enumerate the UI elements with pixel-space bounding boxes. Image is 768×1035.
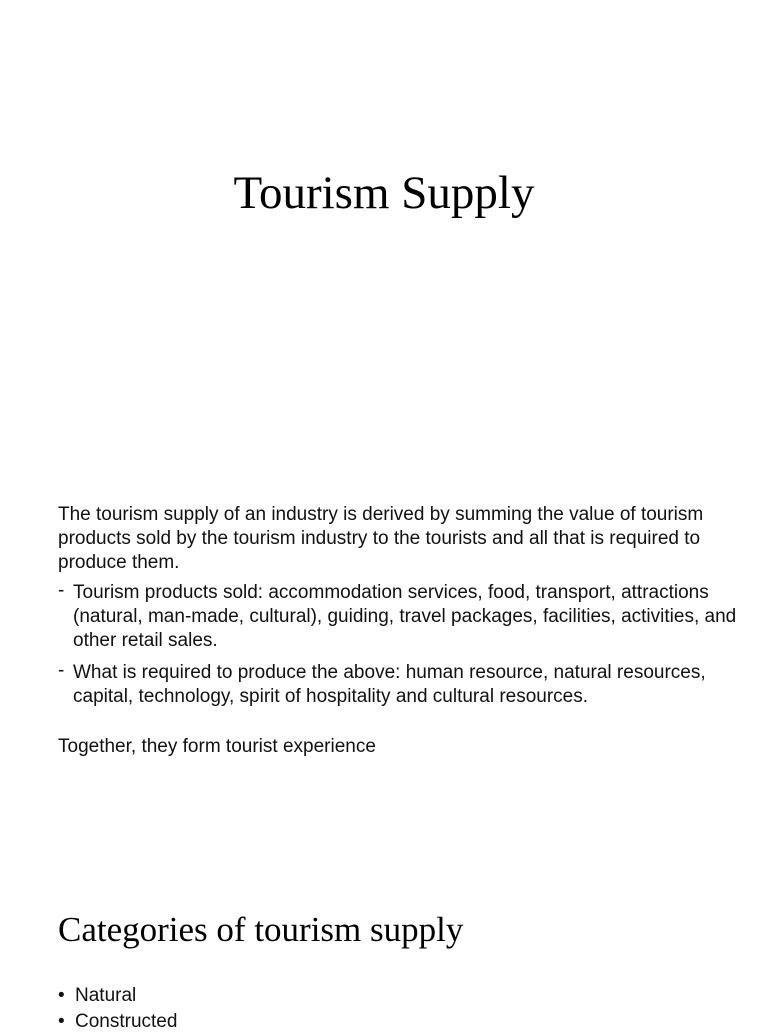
list-item-text: Natural [75,985,137,1006]
dash-marker: - [58,580,65,601]
bullet-marker: • [58,985,65,1006]
list-item [58,983,177,1009]
list-item [58,1009,177,1035]
bullet-marker: • [58,1011,65,1032]
intro-paragraph: The tourism supply of an industry is derived by summing the value of tourism products sold by the tourism industry to the tourists and all that is required to produce them. [58,504,704,573]
bullet-list [58,983,177,1035]
list-item-text: What is required to produce the above: human resource, natural resources, capital, technology, spirit of hospitality and cultural resources. [73,662,706,707]
body-text [58,503,738,759]
list-item-text: Tourism products sold: accommodation services, food, transport, attractions (natural, man-made, cultural), guiding, travel packages, facilities, activities, and other retail sales. [73,582,737,651]
list-item-text: Constructed [75,1011,178,1032]
dash-list [58,581,738,709]
dash-marker: - [58,660,65,681]
list-item [58,661,738,709]
slide-title: Tourism Supply [233,167,535,219]
section-title: Categories of tourism supply [58,910,464,949]
list-item [58,581,738,653]
closing-paragraph: Together, they form tourist experience [58,736,376,757]
